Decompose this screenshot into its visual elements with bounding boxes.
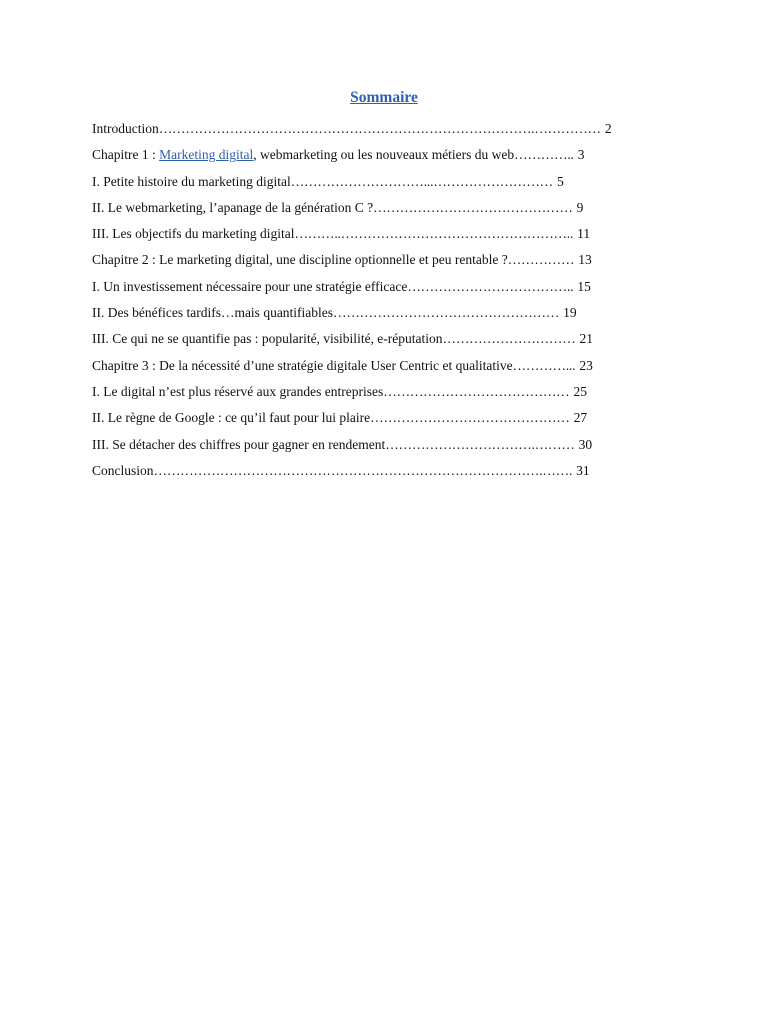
toc-entry[interactable] <box>92 195 692 221</box>
toc-entry-leader: …………………………………… <box>383 383 570 399</box>
toc-entry-leader: …………………………………………………………………………….……. <box>153 462 573 478</box>
toc-entry-title: II. Le règne de Google : ce qu’il faut pour lui plaire <box>92 410 371 426</box>
toc-entry-title: Conclusion <box>92 462 154 478</box>
toc-entry[interactable] <box>92 142 692 168</box>
toc-entry-title: I. Un investissement nécessaire pour une stratégie efficace <box>92 278 408 294</box>
toc-entry-leader: …………………………...……………………… <box>290 173 553 189</box>
toc-entry-page: 23 <box>579 357 593 373</box>
toc-entry-leader: ………..…………………………………………….. <box>294 226 574 242</box>
marketing-digital-link[interactable]: Marketing digital <box>159 147 254 163</box>
toc-entry-leader: ………………………… <box>442 331 576 347</box>
toc-entry[interactable] <box>92 432 692 458</box>
toc-entry[interactable] <box>92 116 692 142</box>
toc-entry[interactable] <box>92 379 692 405</box>
toc-entry-page: 31 <box>576 462 590 478</box>
toc-entry-page: 21 <box>579 331 594 347</box>
toc-entry-page: 15 <box>577 278 591 294</box>
toc-entry[interactable] <box>92 353 692 379</box>
toc-entry-page: 30 <box>578 436 593 452</box>
toc-entry-leader: …………… <box>507 252 575 268</box>
toc-entry-page: 25 <box>573 383 587 399</box>
toc-entry-title: Chapitre 2 : Le marketing digital, une discipline optionnelle et peu rentable ? <box>92 252 508 268</box>
toc-entry-page: 9 <box>576 199 584 215</box>
toc-entry[interactable] <box>92 221 692 247</box>
toc-entry-leader: ……………………………….. <box>407 278 574 294</box>
toc-entry-page: 11 <box>577 226 591 242</box>
toc-entry-page: 27 <box>573 410 588 426</box>
toc-entry-title: II. Le webmarketing, l’apanage de la génération C ? <box>92 199 374 215</box>
toc-entry-title: I. Le digital n’est plus réservé aux grandes entreprises <box>92 383 384 399</box>
toc-entry-page: 5 <box>556 173 564 189</box>
toc-entry-title: Chapitre 1 : Marketing digital, webmarketing ou les nouveaux métiers du web <box>92 147 515 163</box>
toc-entry-title: III. Ce qui ne se quantifie pas : popularité, visibilité, e-réputation <box>92 331 443 347</box>
toc-entry-page: 13 <box>578 252 592 268</box>
toc-entry-title: II. Des bénéfices tardifs…mais quantifiables <box>92 305 334 321</box>
toc-title <box>0 88 768 108</box>
toc-entry-leader: ……………………………………… <box>373 199 573 215</box>
toc-entry-leader: …………... <box>512 357 576 373</box>
toc-entry-leader: …………………………….……… <box>385 436 575 452</box>
toc-entry-page: 3 <box>577 147 585 163</box>
toc-entry-title: Chapitre 3 : De la nécessité d’une stratégie digitale User Centric et qualitative <box>92 357 513 373</box>
toc-entry-leader: ………….. <box>514 147 574 163</box>
toc-entry-page: 2 <box>604 121 612 136</box>
toc-entry-title: Introduction <box>92 121 159 136</box>
toc-entry[interactable] <box>92 274 692 300</box>
table-of-contents <box>92 116 692 484</box>
toc-entry-leader: ……………………………………… <box>370 410 570 426</box>
toc-entry[interactable] <box>92 405 692 431</box>
toc-entry-leader: …………………………………………… <box>333 305 560 321</box>
toc-entry[interactable] <box>92 247 692 273</box>
toc-entry[interactable] <box>92 300 692 326</box>
toc-entry-page: 19 <box>563 305 577 321</box>
toc-title-link[interactable]: Sommaire <box>350 89 418 106</box>
toc-entry[interactable] <box>92 169 692 195</box>
toc-entry-leader: ………………………………………………………………………….…………… <box>158 121 601 136</box>
toc-entry-title: I. Petite histoire du marketing digital <box>92 173 291 189</box>
toc-entry-title: III. Se détacher des chiffres pour gagner en rendement <box>92 436 386 452</box>
toc-entry[interactable] <box>92 326 692 352</box>
toc-entry[interactable] <box>92 458 692 484</box>
toc-entry-title: III. Les objectifs du marketing digital <box>92 226 295 242</box>
